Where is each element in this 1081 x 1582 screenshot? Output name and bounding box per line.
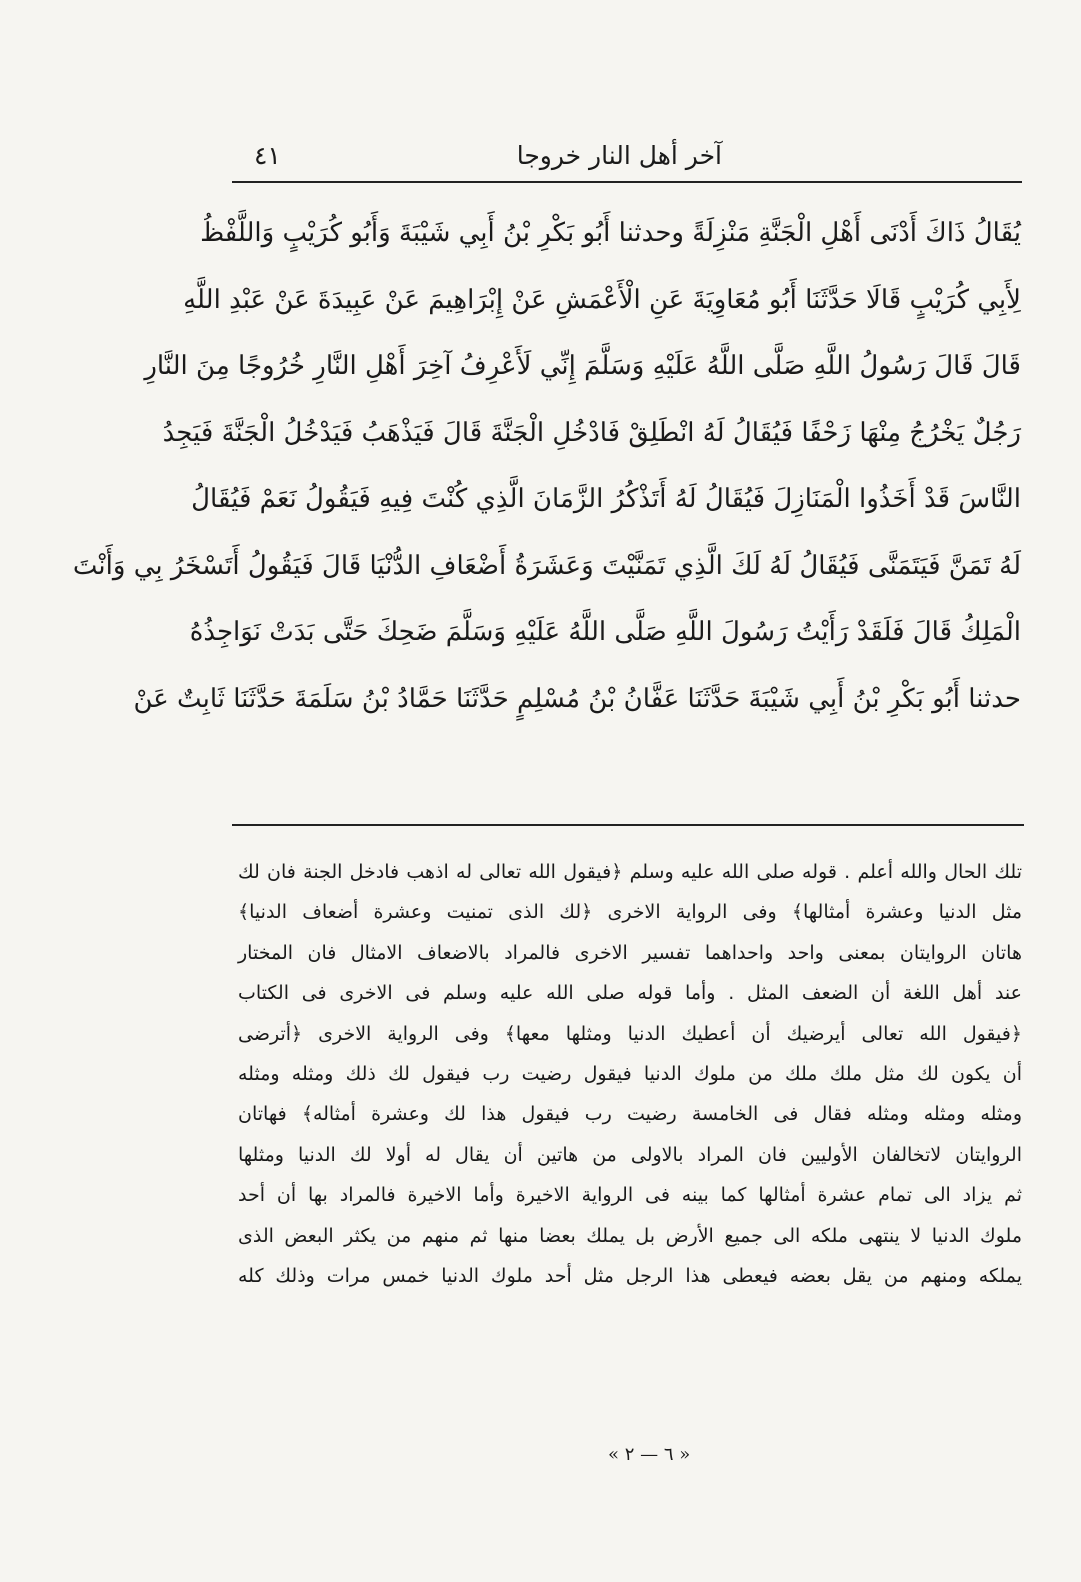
header-rule	[232, 181, 1022, 183]
hadith-text	[72, 200, 1021, 732]
printer-signature-mark: « ٦ — ٢ »	[608, 1444, 691, 1465]
hadith-line: قَالَ قَالَ رَسُولُ اللَّهِ صَلَّى اللَّهُ عَلَيْهِ وَسَلَّمَ إِنِّي لَأَعْرِفُ آخِرَ أَهْلِ النَّارِ خُرُوجًا مِنَ النَّارِ	[144, 351, 1021, 381]
commentary-line: يملكه ومنهم من يقل بعضه فيعطى هذا الرجل مثل أحد ملوك الدنيا خمس مرات وذلك كله	[238, 1264, 1022, 1287]
page-number: ٤١	[254, 141, 281, 170]
hadith-line: رَجُلٌ يَخْرُجُ مِنْهَا زَحْفًا فَيُقَالُ لَهُ انْطَلِقْ فَادْخُلِ الْجَنَّةَ قَالَ فَيَذْهَبُ فَيَدْخُلُ الْجَنَّةَ فَيَجِدُ	[162, 417, 1021, 448]
hadith-line: حدثنا أَبُو بَكْرِ بْنُ أَبِي شَيْبَةَ حَدَّثَنَا عَفَّانُ بْنُ مُسْلِمٍ حَدَّثَنَا حَمَّادُ بْنُ سَلَمَةَ حَدَّثَنَا ثَابِتٌ عَنْ	[133, 683, 1021, 714]
commentary-line: ملوك الدنيا لا ينتهى ملكه الى جميع الأرض بل يملك بعضا منها ثم منهم من يكثر البعض الذى	[238, 1224, 1022, 1247]
commentary-line: مثل الدنيا وعشرة أمثالها﴾ وفى الرواية الاخرى ﴿لك الذى تمنيت وعشرة أضعاف الدنيا﴾	[238, 901, 1022, 924]
hadith-line: لِأَبِي كُرَيْبٍ قَالَا حَدَّثَنَا أَبُو مُعَاوِيَةَ عَنِ الْأَعْمَشِ عَنْ إِبْرَاهِيمَ عَنْ عَبِيدَةَ عَنْ عَبْدِ اللَّهِ	[183, 284, 1021, 315]
commentary-line: ﴿فيقول الله تعالى أيرضيك أن أعطيك الدنيا ومثلها معها﴾ وفى الرواية الاخرى ﴿أترضى	[238, 1022, 1022, 1045]
commentary-divider	[232, 824, 1024, 826]
commentary-line: عند أهل اللغة أن الضعف المثل . وأما قوله صلى الله عليه وسلم فى الاخرى فى الكتاب	[238, 982, 1022, 1005]
hadith-line: يُقَالُ ذَاكَ أَدْنَى أَهْلِ الْجَنَّةِ مَنْزِلَةً وحدثنا أَبُو بَكْرِ بْنُ أَبِي شَيْبَةَ وَأَبُو كُرَيْبٍ وَاللَّفْظُ	[200, 218, 1021, 248]
hadith-line: الْمَلِكُ قَالَ فَلَقَدْ رَأَيْتُ رَسُولَ اللَّهِ صَلَّى اللَّهُ عَلَيْهِ وَسَلَّمَ ضَحِكَ حَتَّى بَدَتْ نَوَاجِذُهُ	[189, 617, 1021, 647]
commentary-line: الروايتان لاتخالفان الأوليين فان المراد بالاولى من هاتين أن يقال له أولا لك الدنيا ومثلها	[238, 1143, 1022, 1166]
commentary-line: ومثله ومثله ومثله فقال فى الخامسة رضيت رب فيقول هذا لك وعشرة أمثاله﴾ فهاتان	[238, 1103, 1022, 1126]
commentary-text	[238, 852, 1022, 1296]
running-title: آخر أهل النار خروجا	[516, 141, 722, 170]
page-header	[232, 138, 1022, 180]
hadith-line: لَهُ تَمَنَّ فَيَتَمَنَّى فَيُقَالُ لَهُ لَكَ الَّذِي تَمَنَّيْتَ وَعَشَرَةُ أَضْعَافِ الدُّنْيَا قَالَ فَيَقُولُ أَتَسْخَرُ بِي وَأَنْتَ	[72, 550, 1021, 581]
commentary-line: أن يكون لك مثل ملك ملك من ملوك الدنيا فيقول رضيت رب فيقول لك ذلك ومثله ومثله	[238, 1062, 1022, 1085]
commentary-line: تلك الحال والله أعلم . قوله صلى الله عليه وسلم ﴿فيقول الله تعالى له اذهب فادخل الجنة فان لك	[238, 861, 1022, 883]
commentary-line: ثم يزاد الى تمام عشرة أمثالها كما بينه فى الرواية الاخيرة وأما الاخيرة فالمراد بها أن أحد	[238, 1184, 1022, 1207]
commentary-line: هاتان الروايتان بمعنى واحد واحداهما تفسير الاخرى فالمراد بالاضعاف الامثال فان المختار	[238, 941, 1022, 964]
hadith-line: النَّاسَ قَدْ أَخَذُوا الْمَنَازِلَ فَيُقَالُ لَهُ أَتَذْكُرُ الزَّمَانَ الَّذِي كُنْتَ فِيهِ فَيَقُولُ نَعَمْ فَيُقَالُ	[191, 484, 1021, 514]
